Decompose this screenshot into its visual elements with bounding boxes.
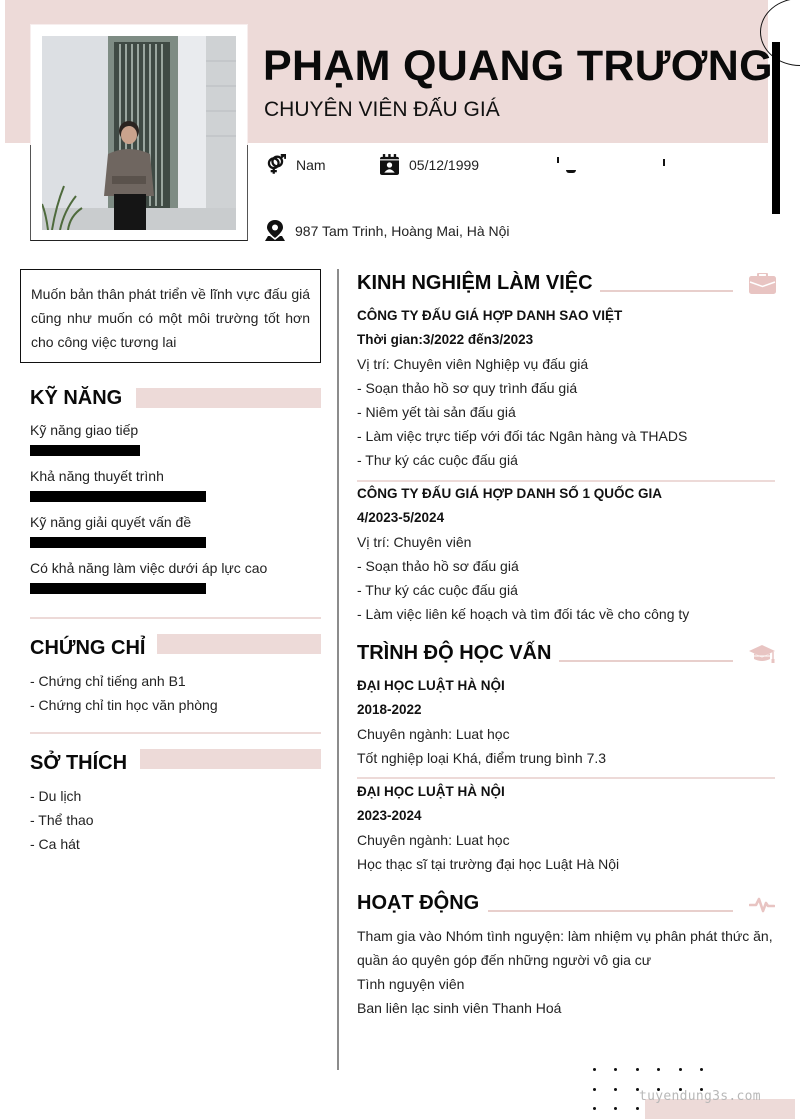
skill-label: Có khả năng làm việc dưới áp lực cao <box>30 560 268 576</box>
photo-frame <box>30 24 248 241</box>
job-task: - Soạn thảo hồ sơ đấu giá <box>357 558 519 574</box>
activities-title: HOẠT ĐỘNG <box>357 892 480 914</box>
career-objective: Muốn bản thân phát triển về lĩnh vực đấu giá cũng như muốn có một môi trường tốt hơn cho công việc tương lai <box>20 269 321 363</box>
certificate-item: - Chứng chỉ tin học văn phòng <box>30 697 218 713</box>
experience-title-line <box>600 290 733 292</box>
cropped-artifact <box>663 159 665 166</box>
cropped-artifact <box>557 157 559 163</box>
job-period: 4/2023-5/2024 <box>357 510 445 525</box>
skill-bar <box>30 445 140 456</box>
activities-title-line <box>488 910 733 912</box>
heartbeat-icon <box>749 895 775 913</box>
cropped-artifact <box>566 170 576 173</box>
job-company: CÔNG TY ĐẤU GIÁ HỢP DANH SỐ 1 QUỐC GIA <box>357 486 663 501</box>
profile-photo-illustration <box>42 36 236 230</box>
activity-line: Tham gia vào Nhóm tình nguyện: làm nhiệm vụ phân phát thức ăn, <box>357 928 773 944</box>
job-task: - Làm việc trực tiếp với đối tác Ngân hàng và THADS <box>357 428 688 444</box>
job-position: Vị trí: Chuyên viên Nghiệp vụ đấu giá <box>357 356 589 372</box>
certificate-item: - Chứng chỉ tiếng anh B1 <box>30 673 186 689</box>
address-value: 987 Tam Trinh, Hoàng Mai, Hà Nội <box>295 223 510 239</box>
section-divider <box>30 732 321 734</box>
job-position: Vị trí: Chuyên viên <box>357 534 472 550</box>
activity-line: Ban liên lạc sinh viên Thanh Hoá <box>357 1000 562 1016</box>
candidate-name: PHẠM QUANG TRƯƠNG <box>263 42 773 90</box>
school-name: ĐẠI HỌC LUẬT HÀ NỘI <box>357 678 505 693</box>
job-company: CÔNG TY ĐẤU GIÁ HỢP DANH SAO VIỆT <box>357 308 623 323</box>
job-task: - Thư ký các cuộc đấu giá <box>357 582 518 598</box>
entry-divider <box>357 777 775 779</box>
column-divider <box>337 269 339 1070</box>
graduation-cap-icon <box>749 644 777 664</box>
decorative-vertical-bar <box>772 42 780 214</box>
job-task: - Soạn thảo hồ sơ quy trình đấu giá <box>357 380 578 396</box>
section-divider <box>30 617 321 619</box>
school-note: Tốt nghiệp loại Khá, điểm trung bình 7.3 <box>357 750 607 766</box>
skills-title-bar <box>136 388 321 408</box>
education-title-line <box>559 660 733 662</box>
certificates-title-bar <box>157 634 321 654</box>
job-task: - Thư ký các cuộc đấu giá <box>357 452 518 468</box>
gender-icon <box>265 154 286 176</box>
experience-title: KINH NGHIỆM LÀM VIỆC <box>357 272 593 294</box>
activity-line: Tình nguyện viên <box>357 976 465 992</box>
watermark-text: tuyendung3s.com <box>639 1089 761 1104</box>
school-note: Học thạc sĩ tại trường đại học Luật Hà Nội <box>357 856 620 872</box>
education-title: TRÌNH ĐỘ HỌC VẤN <box>357 642 552 664</box>
hobby-item: - Du lịch <box>30 788 82 804</box>
skill-bar <box>30 537 206 548</box>
birthday-value: 05/12/1999 <box>409 156 480 173</box>
school-name: ĐẠI HỌC LUẬT HÀ NỘI <box>357 784 505 799</box>
entry-divider <box>357 480 775 482</box>
activity-line: quần áo quyên góp đến những người vô gia cư <box>357 952 652 968</box>
info-address <box>265 220 510 242</box>
certificates-title: CHỨNG CHỈ <box>30 637 146 659</box>
job-task: - Niêm yết tài sản đấu giá <box>357 404 516 420</box>
info-birthday <box>380 154 479 175</box>
calendar-user-icon <box>380 154 399 175</box>
job-period: Thời gian:3/2022 đến3/2023 <box>357 332 534 347</box>
skill-bar <box>30 583 206 594</box>
school-period: 2023-2024 <box>357 808 422 823</box>
info-gender <box>265 154 326 176</box>
hobbies-title: SỞ THÍCH <box>30 752 128 774</box>
briefcase-icon <box>749 273 776 294</box>
gender-value: Nam <box>296 157 326 173</box>
school-period: 2018-2022 <box>357 702 422 717</box>
skills-title: KỸ NĂNG <box>30 387 123 409</box>
skill-label: Kỹ năng giải quyết vấn đề <box>30 514 192 530</box>
profile-photo <box>42 36 236 230</box>
skill-label: Khả năng thuyết trình <box>30 468 164 484</box>
school-major: Chuyên ngành: Luat học <box>357 726 510 742</box>
job-title: CHUYÊN VIÊN ĐẤU GIÁ <box>264 98 500 121</box>
hobby-item: - Thể thao <box>30 812 94 828</box>
job-task: - Làm việc liên kế hoạch và tìm đối tác về cho công ty <box>357 606 690 622</box>
school-major: Chuyên ngành: Luat học <box>357 832 510 848</box>
skill-label: Kỹ năng giao tiếp <box>30 422 139 438</box>
map-marker-icon <box>265 220 285 242</box>
skill-bar <box>30 491 206 502</box>
hobbies-title-bar <box>140 749 321 769</box>
hobby-item: - Ca hát <box>30 836 80 852</box>
